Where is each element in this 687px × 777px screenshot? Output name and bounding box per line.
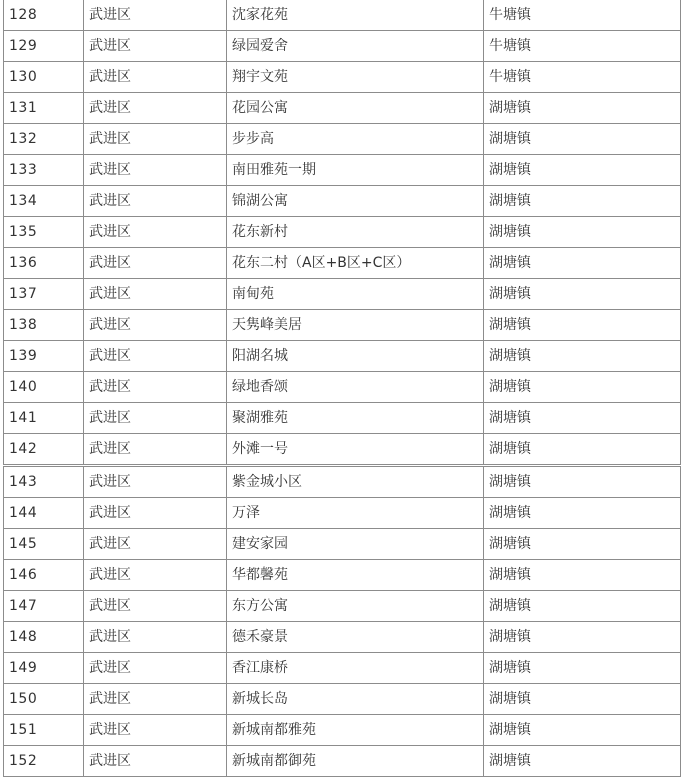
community-cell: 华都馨苑 [227,560,484,591]
community-cell: 绿地香颂 [227,372,484,403]
town-cell: 湖塘镇 [484,217,681,248]
community-cell: 翔宇文苑 [227,62,484,93]
row-number-cell: 144 [4,498,84,529]
community-cell: 紫金城小区 [227,467,484,498]
table-row [4,467,681,498]
district-cell: 武进区 [84,248,227,279]
town-cell: 湖塘镇 [484,746,681,777]
district-cell: 武进区 [84,529,227,560]
community-cell: 新城南都雅苑 [227,715,484,746]
community-cell: 阳湖名城 [227,341,484,372]
district-cell: 武进区 [84,0,227,31]
table-row [4,310,681,341]
town-cell: 湖塘镇 [484,124,681,155]
row-number-cell: 130 [4,62,84,93]
row-number-cell: 128 [4,0,84,31]
community-cell: 外滩一号 [227,434,484,465]
row-number-cell: 151 [4,715,84,746]
district-cell: 武进区 [84,746,227,777]
town-cell: 湖塘镇 [484,248,681,279]
district-cell: 武进区 [84,186,227,217]
community-cell: 天隽峰美居 [227,310,484,341]
town-cell: 湖塘镇 [484,279,681,310]
community-cell: 南甸苑 [227,279,484,310]
town-cell: 湖塘镇 [484,341,681,372]
town-cell: 湖塘镇 [484,372,681,403]
district-cell: 武进区 [84,622,227,653]
row-number-cell: 142 [4,434,84,465]
town-cell: 湖塘镇 [484,684,681,715]
district-cell: 武进区 [84,467,227,498]
table-row [4,403,681,434]
row-number-cell: 133 [4,155,84,186]
district-cell: 武进区 [84,560,227,591]
row-number-cell: 139 [4,341,84,372]
row-number-cell: 143 [4,467,84,498]
community-cell: 聚湖雅苑 [227,403,484,434]
community-cell: 步步高 [227,124,484,155]
row-number-cell: 135 [4,217,84,248]
community-cell: 花园公寓 [227,93,484,124]
table-row [4,746,681,777]
row-number-cell: 150 [4,684,84,715]
table-row [4,31,681,62]
row-number-cell: 147 [4,591,84,622]
district-cell: 武进区 [84,498,227,529]
town-cell: 湖塘镇 [484,622,681,653]
table-row [4,217,681,248]
community-table-top [3,0,681,465]
row-number-cell: 129 [4,31,84,62]
district-cell: 武进区 [84,434,227,465]
community-cell: 建安家园 [227,529,484,560]
district-cell: 武进区 [84,653,227,684]
table-row [4,715,681,746]
town-cell: 湖塘镇 [484,186,681,217]
district-cell: 武进区 [84,591,227,622]
table-row [4,155,681,186]
district-cell: 武进区 [84,124,227,155]
district-cell: 武进区 [84,684,227,715]
community-cell: 锦湖公寓 [227,186,484,217]
row-number-cell: 146 [4,560,84,591]
table-row [4,434,681,465]
community-cell: 南田雅苑一期 [227,155,484,186]
community-cell: 香江康桥 [227,653,484,684]
table-row [4,124,681,155]
town-cell: 湖塘镇 [484,498,681,529]
community-cell: 沈家花苑 [227,0,484,31]
town-cell: 湖塘镇 [484,467,681,498]
district-cell: 武进区 [84,62,227,93]
table-row [4,529,681,560]
community-cell: 花东新村 [227,217,484,248]
row-number-cell: 134 [4,186,84,217]
row-number-cell: 138 [4,310,84,341]
district-cell: 武进区 [84,372,227,403]
district-cell: 武进区 [84,715,227,746]
community-table-bottom [3,466,681,777]
table-row [4,0,681,31]
district-cell: 武进区 [84,403,227,434]
town-cell: 湖塘镇 [484,591,681,622]
community-cell: 花东二村（A区+B区+C区） [227,248,484,279]
town-cell: 湖塘镇 [484,715,681,746]
community-cell: 绿园爱舍 [227,31,484,62]
row-number-cell: 141 [4,403,84,434]
district-cell: 武进区 [84,279,227,310]
town-cell: 湖塘镇 [484,155,681,186]
table-row [4,62,681,93]
district-cell: 武进区 [84,217,227,248]
row-number-cell: 145 [4,529,84,560]
town-cell: 湖塘镇 [484,403,681,434]
table-row [4,279,681,310]
table-row [4,653,681,684]
table-body [4,467,681,777]
table-row [4,560,681,591]
row-number-cell: 136 [4,248,84,279]
community-cell: 德禾豪景 [227,622,484,653]
row-number-cell: 149 [4,653,84,684]
district-cell: 武进区 [84,31,227,62]
town-cell: 湖塘镇 [484,529,681,560]
community-cell: 新城南都御苑 [227,746,484,777]
district-cell: 武进区 [84,155,227,186]
town-cell: 湖塘镇 [484,93,681,124]
district-cell: 武进区 [84,93,227,124]
town-cell: 牛塘镇 [484,62,681,93]
table-row [4,341,681,372]
table-row [4,248,681,279]
row-number-cell: 137 [4,279,84,310]
table-row [4,186,681,217]
community-cell: 新城长岛 [227,684,484,715]
table-row [4,622,681,653]
row-number-cell: 148 [4,622,84,653]
town-cell: 湖塘镇 [484,653,681,684]
district-cell: 武进区 [84,310,227,341]
community-cell: 万泽 [227,498,484,529]
town-cell: 湖塘镇 [484,434,681,465]
community-cell: 东方公寓 [227,591,484,622]
district-cell: 武进区 [84,341,227,372]
town-cell: 牛塘镇 [484,31,681,62]
table-row [4,498,681,529]
table-row [4,93,681,124]
row-number-cell: 140 [4,372,84,403]
table-row [4,591,681,622]
table-body [4,0,681,465]
row-number-cell: 152 [4,746,84,777]
row-number-cell: 131 [4,93,84,124]
row-number-cell: 132 [4,124,84,155]
town-cell: 湖塘镇 [484,310,681,341]
town-cell: 湖塘镇 [484,560,681,591]
table-row [4,372,681,403]
table-row [4,684,681,715]
town-cell: 牛塘镇 [484,0,681,31]
